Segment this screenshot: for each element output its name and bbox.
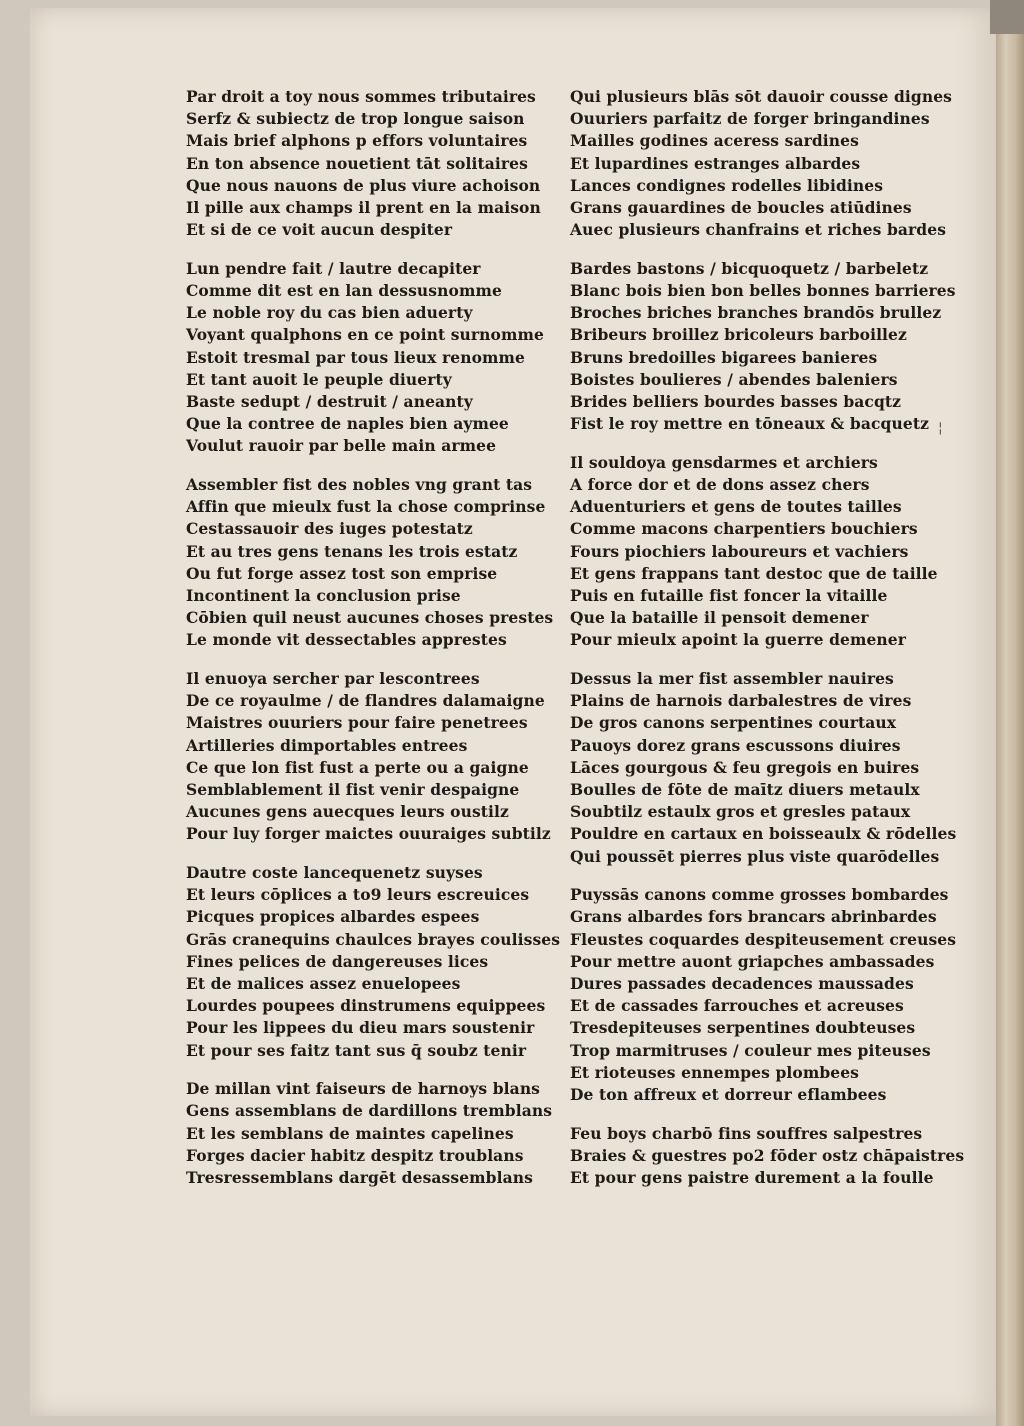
verse-line: Boulles de fōte de maītz diuers metaulx xyxy=(570,779,920,799)
stanza xyxy=(570,86,953,241)
verse-line: Que la contree de naples bien aymee xyxy=(186,414,509,434)
verse-line: Bardes bastons / bicquoquetz / barbeletz xyxy=(570,258,929,278)
verse-line: Le noble roy du cas bien aduerty xyxy=(186,303,473,323)
margin-mark: ¦ xyxy=(938,420,943,436)
verse-line: Fleustes coquardes despiteusement creuses xyxy=(570,929,957,949)
verse-line: Puis en futaille fist foncer la vitaille xyxy=(570,585,888,605)
verse-line: De ce royaulme / de flandres dalamaigne xyxy=(186,691,545,711)
verse-line: Il souldoya gensdarmes et archiers xyxy=(570,452,878,472)
verse-line: Mais brief alphons p effors voluntaires xyxy=(186,131,528,151)
verse-line: Braies & guestres po2 fōder ostz chāpaistres xyxy=(570,1145,965,1165)
verse-line: Pour luy forger maictes ouuraiges subtilz xyxy=(186,824,551,844)
verse-line: Dures passades decadences maussades xyxy=(570,973,914,993)
verse-line: Pour les lippees du dieu mars soustenir xyxy=(186,1018,535,1038)
verse-line: Incontinent la conclusion prise xyxy=(186,585,461,605)
verse-line: Que la bataille il pensoit demener xyxy=(570,608,869,628)
verse-line: Affin que mieulx fust la chose comprinse xyxy=(186,497,546,517)
verse-line: Fours piochiers laboureurs et vachiers xyxy=(570,541,909,561)
verse-line: Ouuriers parfaitz de forger bringandines xyxy=(570,109,930,129)
verse-line: De millan vint faiseurs de harnoys blans xyxy=(186,1079,541,1099)
stanza xyxy=(570,1123,965,1190)
verse-line: Puyssās canons comme grosses bombardes xyxy=(570,885,949,905)
verse-line: De gros canons serpentines courtaux xyxy=(570,713,897,733)
verse-line: Tresressemblans dargēt desassemblans xyxy=(186,1167,533,1187)
verse-line: Voulut rauoir par belle main armee xyxy=(186,436,497,456)
verse-line: Ce que lon fist fust a perte ou a gaigne xyxy=(186,757,529,777)
verse-line: Et rioteuses ennempes plombees xyxy=(570,1062,860,1082)
verse-line: Tresdepiteuses serpentines doubteuses xyxy=(570,1018,916,1038)
verse-line: Trop marmitruses / couleur mes piteuses xyxy=(570,1040,931,1060)
stanza xyxy=(570,452,950,652)
verse-line: Boistes boulieres / abendes baleniers xyxy=(570,369,898,389)
verse-line: Lourdes poupees dinstrumens equippees xyxy=(186,996,546,1016)
verse-line: Et tant auoit le peuple diuerty xyxy=(186,369,452,389)
verse-line: Le monde vit dessectables apprestes xyxy=(186,630,507,650)
verse-line: Estoit tresmal par tous lieux renomme xyxy=(186,347,526,367)
verse-line: Voyant qualphons en ce point surnomme xyxy=(186,325,544,345)
verse-line: Il enuoya sercher par lescontrees xyxy=(186,669,480,688)
verse-line: Fines pelices de dangereuses lices xyxy=(186,951,489,971)
verse-line: Blanc bois bien bon belles bonnes barrieres xyxy=(570,281,956,300)
stanza xyxy=(186,1078,553,1189)
verse-line: Et pour gens paistre durement a la foulle xyxy=(570,1167,934,1187)
stanza xyxy=(186,668,551,846)
verse-line: Bribeurs broillez bricoleurs barboillez xyxy=(570,325,907,345)
verse-line: Lāces gourgous & feu gregois en buires xyxy=(570,757,920,777)
verse-line: Baste sedupt / destruit / aneanty xyxy=(186,391,473,411)
verse-line: Qui poussēt pierres plus viste quarōdelles xyxy=(570,846,940,866)
text-column-left xyxy=(186,86,561,1206)
stanza xyxy=(186,86,546,241)
verse-line: Pouldre en cartaux en boisseaulx & rōdelles xyxy=(570,824,957,844)
verse-line: Et leurs cōplices a to9 leurs escreuices xyxy=(186,885,530,905)
verse-line: Aduenturiers et gens de toutes tailles xyxy=(570,497,902,517)
verse-line: Plains de harnois darbalestres de vires xyxy=(570,691,912,711)
verse-line: Gens assemblans de dardillons tremblans xyxy=(186,1101,553,1121)
verse-line: Et gens frappans tant destoc que de taille xyxy=(570,563,938,583)
verse-line: Fist le roy mettre en tōneaux & bacquetz xyxy=(570,414,929,434)
verse-line: Broches briches branches brandōs brullez xyxy=(570,303,942,323)
verse-line: Lun pendre fait / lautre decapiter xyxy=(186,258,481,278)
stanza xyxy=(570,258,956,436)
verse-line: Serfz & subiectz de trop longue saison xyxy=(186,109,525,129)
verse-line: Maistres ouuriers pour faire penetrees xyxy=(186,713,528,733)
verse-line: Et lupardines estranges albardes xyxy=(570,153,861,173)
verse-line: Pour mettre auont griapches ambassades xyxy=(570,951,935,971)
verse-line: Dessus la mer fist assembler nauires xyxy=(570,669,894,688)
verse-line: Auec plusieurs chanfrains et riches bardes xyxy=(570,220,947,240)
verse-line: Cōbien quil neust aucunes choses prestes xyxy=(186,608,554,628)
verse-line: Comme dit est en lan dessusnomme xyxy=(186,281,502,300)
verse-line: Et au tres gens tenans les trois estatz xyxy=(186,541,518,561)
verse-line: Qui plusieurs blās sōt dauoir cousse dignes xyxy=(570,87,953,106)
verse-line: Que nous nauons de plus viure achoison xyxy=(186,175,541,195)
verse-line: Grans albardes fors brancars abrinbardes xyxy=(570,907,937,927)
verse-line: Et de cassades farrouches et acreuses xyxy=(570,996,904,1016)
stanza xyxy=(186,258,546,458)
verse-line: Comme macons charpentiers bouchiers xyxy=(570,519,918,539)
verse-line: Et si de ce voit aucun despiter xyxy=(186,220,453,240)
stanza xyxy=(186,862,561,1062)
stanza xyxy=(570,884,957,1106)
verse-line: Brides belliers bourdes basses bacqtz xyxy=(570,391,902,411)
verse-line: Mailles godines aceress sardines xyxy=(570,131,859,151)
verse-line: Grās cranequins chaulces brayes coulisses xyxy=(186,929,561,949)
next-page-edge xyxy=(996,0,1024,1426)
verse-line: Cestassauoir des iuges potestatz xyxy=(186,519,473,539)
verse-line: Feu boys charbō fins souffres salpestres xyxy=(570,1123,923,1143)
verse-line: Lances condignes rodelles libidines xyxy=(570,175,884,195)
verse-line: Soubtilz estaulx gros et gresles pataux xyxy=(570,802,911,822)
verse-line: Et les semblans de maintes capelines xyxy=(186,1123,514,1143)
stanza xyxy=(570,668,957,868)
text-column-right xyxy=(570,86,965,1206)
verse-line: Grans gauardines de boucles atiūdines xyxy=(570,197,912,217)
verse-line: Semblablement il fist venir despaigne xyxy=(186,779,520,799)
verse-line: Ou fut forge assez tost son emprise xyxy=(186,563,498,583)
verse-line: Assembler fist des nobles vng grant tas xyxy=(186,475,533,494)
verse-line: Bruns bredoilles bigarees banieres xyxy=(570,347,878,367)
stanza xyxy=(186,474,554,652)
background-corner xyxy=(990,0,1024,34)
verse-line: Par droit a toy nous sommes tributaires xyxy=(186,87,536,106)
verse-line: De ton affreux et dorreur eflambees xyxy=(570,1084,887,1104)
verse-line: Aucunes gens auecques leurs oustilz xyxy=(186,802,509,822)
verse-line: Il pille aux champs il prent en la maison xyxy=(186,197,541,217)
verse-line: En ton absence nouetient tāt solitaires xyxy=(186,153,528,173)
verse-line: Et pour ses faitz tant sus q̄ soubz tenir xyxy=(186,1040,527,1060)
verse-line: Forges dacier habitz despitz troublans xyxy=(186,1145,524,1165)
verse-line: Pour mieulx apoint la guerre demener xyxy=(570,630,907,650)
verse-line: Dautre coste lancequenetz suyses xyxy=(186,863,483,882)
verse-line: A force dor et de dons assez chers xyxy=(570,475,870,494)
verse-line: Et de malices assez enuelopees xyxy=(186,973,461,993)
verse-line: Artilleries dimportables entrees xyxy=(186,735,468,755)
verse-line: Picques propices albardes espees xyxy=(186,907,480,927)
verse-line: Pauoys dorez grans escussons diuires xyxy=(570,735,901,755)
